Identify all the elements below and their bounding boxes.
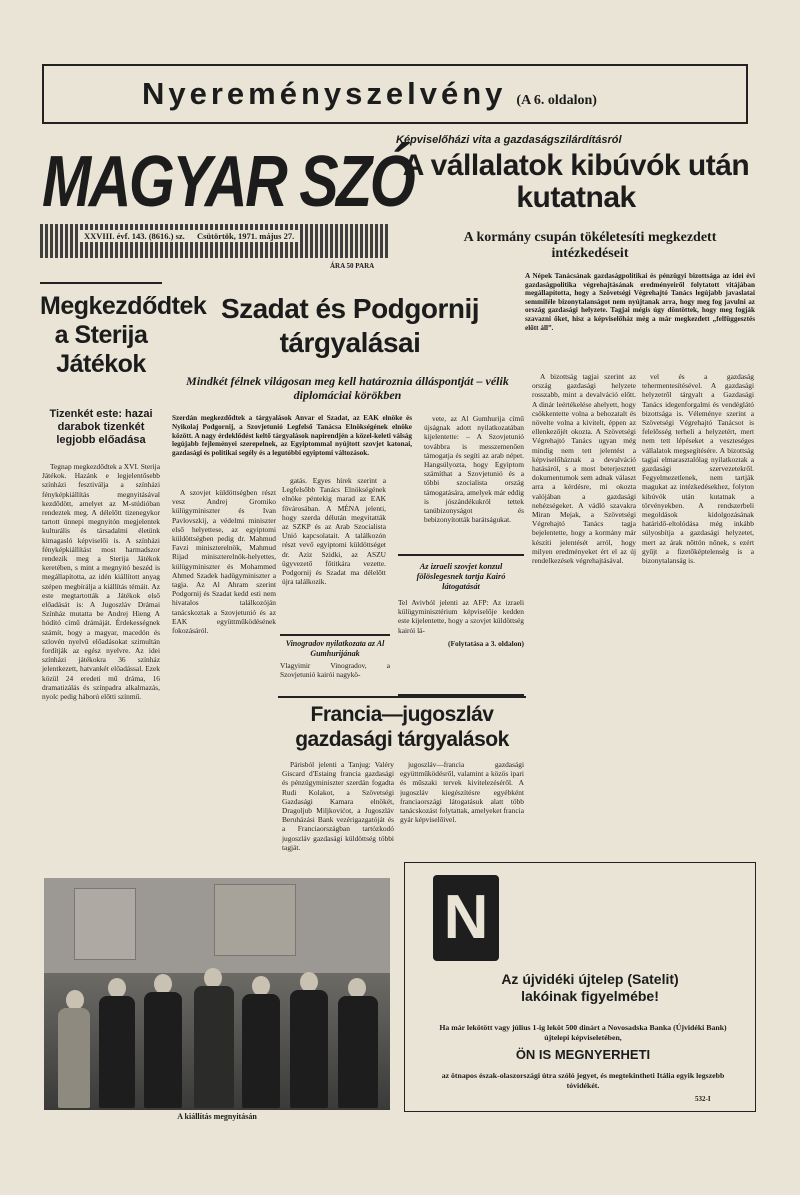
lead-headline: A vállalatok kibúvók után kutatnak (402, 149, 750, 214)
sterija-headline: Megkezdődtek a Sterija Játékok (40, 292, 207, 378)
israel-box (398, 554, 524, 696)
sterija-rule (40, 282, 162, 284)
bank-advertisement (404, 862, 756, 1112)
lead-kicker: Képviselőházi vita a gazdaságszilárdításról (396, 134, 622, 146)
sterija-subhead: Tizenkét este: hazai darabok tizenkét legjobb előadása (49, 408, 153, 446)
francia-column-2: jugoszláv—francia gazdasági együttműködésről, valamint a közös ipari és műszaki tervek kivitelezéséről. A jugoszláv kiegészítésre egyébként franciaországi látogatásuk alatt több tanácskozást folytattak, amelyeket francia gyár képviselőivel. (400, 760, 524, 825)
szadat-intro: Szerdán megkezdődtek a tárgyalások Anvar el Szadat, az EAK elnöke és Nyikolaj Podgornij, a Szovjetunió Legfelső Tanácsa Elnökségének elnöke között. A nagy érdeklődést keltő tárgyalások napirendjén a közel-keleti válság legújabb fejleményei szerepelnek, az Egyiptommal nyújtott szovjet katonai, gazdasági és politikai segély és a legutóbbi egyiptomi változások. (172, 414, 412, 458)
bank-logo-letter: N (443, 883, 489, 952)
ad-text: Ha már lekötött vagy július 1-ig leköt 500 dinárt a Novosadska Banka (Újvidéki Bank) újtelepi képviseletében, (439, 1023, 727, 1042)
ad-footer: az ötnapos észak-olaszországi útra szóló jegyet, és megtekintheti Itália egyik legszebb tóvidékét. (441, 1071, 725, 1090)
szadat-column-2: gatás. Egyes hírek szerint a Legfelsőbb Tanács Elnökségének elnöke péntekig marad az EAK fővárosában. A MÉNA jelenti, hogy szerda délután megvitatták az SZKP és az Arab Szocialista Unió kapcsolatait. A találkozón részt vevő egyiptomi küldöttséget dr. Aziz Szidki, az ASZU ügyvezető főtitkára vezette. Podgornij és Szadat ma délelőtt újra találkozik. (282, 476, 386, 587)
israel-text: Tel Avivból jelenti az AFP: Az izraeli külügyminisztérium képviselője kedden este kijelentette, hogy a szovjet küldöttség kairói lá- (398, 598, 524, 635)
sterija-body: Tegnap megkezdődtek a XVI. Sterija Játékok. Hazánk e legjelentősebb színházi fesztiválja a színházi fényképkiállítás megnyitásával kezdődött, amelyet az M-stúdióban rendeztek meg. A délelőtt tizenegykor tartott ünnepi megnyitón megjelentek kulturális és társadalmi életünk kimagasló képviselői is. A színházi fényképkiállítást most harmadszor rendezik meg a Sterija Játékok keretében, s mint a megnyitó beszéd is megállapította, az idén kiállított anyag szépen megbírálja a kiállítás témáit. Az este megtartották a Játékok első előadását is: A Jugoszláv Drámai Színház mutatta be Andrej Hieng A hódító című drámáját. Érdekességnek számít, hogy a magyar, macedón és szlovén nyelvű előadásokat szimultán fordítják az egész nyelvre. Az idei színházi játékokra 36 színház jelentkezett, hatvankét előadással. Ezek közül 24 eredeti mű dráma, 16 dramatizálás és színpadra alkalmazás, nyolc pedig háború előtti színmű. (42, 462, 160, 702)
francia-rule (278, 696, 526, 698)
price: ÁRA 50 PARA (330, 262, 375, 270)
israel-title: Az izraeli szovjet konzul fölöslegesnek tartja Kairó látogatását (416, 562, 506, 591)
vinogradov-box (280, 634, 390, 696)
masthead (40, 134, 414, 274)
exhibition-photo (44, 878, 390, 1110)
photo-caption: A kiállítás megnyitásán (177, 1112, 257, 1121)
francia-headline: Francia—jugoszláv gazdasági tárgyalások (295, 703, 509, 751)
szadat-column-1: A szovjet küldöttségben részt vesz Andrej Gromiko külügyminiszter és Ivan Pavlovszkij, a védelmi miniszter első helyettese, az egyiptomi küldöttségben pedig dr. Mahmud Favzi miniszterelnök, Mahmud Rijad miniszterelnök-helyettes, külügyminiszter és Mohammed Ahmed Szadek hadügyminiszter a tagja. Az Al Ahram szerint Podgornij és Szadat kedd esti nem hivatalos találkozóján tanácskoztak a Szovjetunió és az EAK együttműködésének fokozásáról. (172, 488, 276, 636)
lottery-banner (42, 64, 748, 124)
szadat-headline: Szadat és Podgornij tárgyalásai (220, 293, 480, 358)
szadat-column-3: vete, az Al Gumhurija című újságnak adott nyilatkozatában kijelentette: – A Szovjetunió továbbra is messzemenően támogatja és segíti az arab népet. Hangsúlyozta, hogy Egyiptom számíthat a Szovjetunió és a többi szocialista ország támogatására, amelyek már eddig is jószándékukról tettek tanúbizonyságot és bebizonyították barátságukat. (424, 414, 524, 525)
ad-slogan: ÖN IS MEGNYERHETI (515, 1047, 651, 1062)
ad-headline: Az újvidéki újtelep (Satelit) lakóinak figyelmébe! (501, 971, 679, 1004)
vinogradov-title: Vinogradov nyilatkozata az Al Gumhurijának (285, 639, 385, 658)
issue-date: Csütörtök, 1971. május 27. (196, 231, 295, 241)
szadat-subhead: Mindkét félnek világosan meg kell határoznia álláspontját – vélik diplomáciai körökben (186, 374, 509, 402)
lead-subhead: A kormány csupán tökéletesíti megkezdett intézkedéseit (463, 230, 717, 261)
francia-column-1: Párisból jelenti a Tanjug: Valéry Giscard d'Estaing francia gazdasági és pénzügyminiszter szerdán fogadta Rudi Kolakot, a Szövetségi Gazdasági Kamara elnökét, Dragoljub Miljkovićot, a Jugoszláv Beruházási Bank vezérigazgatóját és a Franciaországban tartózkodó jugoszláv gazdasági küldöttség többi tagját. (282, 760, 394, 852)
lead-column-2: vel és a gazdaság tehermentesítésével. A gazdasági helyzetről tárgyalt a Gazdasági Tanács idegenforgalmi és vendéglátó bizottsága is. Véleménye szerint a Szövetségi Végrehajtó Tanácsot is felelősség terheli a helyzetért, mert nem tett lépéseket a veszteséges vállalatok megsegítésére. A bizottság tagjai elmarasztalólag nyilatkoztak a gazdasági szervezetekről. Fegyelmezetlenek, nem tartják magukat az intézkedésekhez, folyton kibúvók után kutatnak a törvényekben. A rendszerbeli megoldások kidolgozásának határidő-eltolódása még inkább súlyosbítja a gazdasági helyzetet, mert az árak nőttön nőnek, s ezért gyűjt a fizetőképtelenség is a bizonytalanság is. (642, 372, 754, 566)
banner-note: (A 6. oldalon) (516, 93, 597, 108)
lead-column-1: A bizottság tagjai szerint az ország gazdasági helyzete rosszabb, mint a devalváció előtt. A dinár leértékelése ahelyett, hogy csökkentette volna a behozatalt és növelte volna a kivitelt, éppen az ellenkezőjét okozta. A Szövetségi Végrehajtó Tanács ugyan még mindig nem tett jelentést a képviselőháznak a devalváció hatásáról, s a most beterjesztett dokumentumok sem adnak választ arra a kérdésre, mi okozta valójában a gazdasági nehézségeket. A vádló szavakra Miran Mejak, a Szövetségi Végrehajtó Tanács tagja bejelentette, hogy a kormány már készíti jelentését arról, hogy milyen eredményeket ért el az új rendelkezések végrehajtásával. (532, 372, 636, 566)
ad-code: 532-I (695, 1095, 711, 1103)
banner-title: Nyereményszelvény (142, 76, 507, 111)
masthead-logo: MAGYAR SZÓ (42, 142, 414, 222)
vinogradov-text: Vlagyimir Vinogradov, a Szovjetunió kairói nagykö- (280, 661, 390, 679)
issue-number: XXVIII. évf. 143. (8616.) sz. (84, 231, 185, 241)
lead-intro: A Népek Tanácsának gazdaságpolitikai és pénzügyi bizottsága az idei évi gazdaságpolitika végrehajtásának eredményeiről folytatott vitájában megállapította, hogy a Szövetségi Végrehajtó Tanács legújabb javaslatai semmiféle bizonytalanságot nem nyújtanak arra, hogy meg fog javulni az ország gazdasági helyzete. Tagjai mégis úgy döntöttek, hogy meg fogják szavazni őket, hisz a képviselőház még a már megkezdett „felfüggesztés előtt áll”. (525, 272, 755, 332)
bank-logo (433, 875, 499, 961)
continued-note: (Folytatása a 3. oldalon) (448, 638, 524, 648)
